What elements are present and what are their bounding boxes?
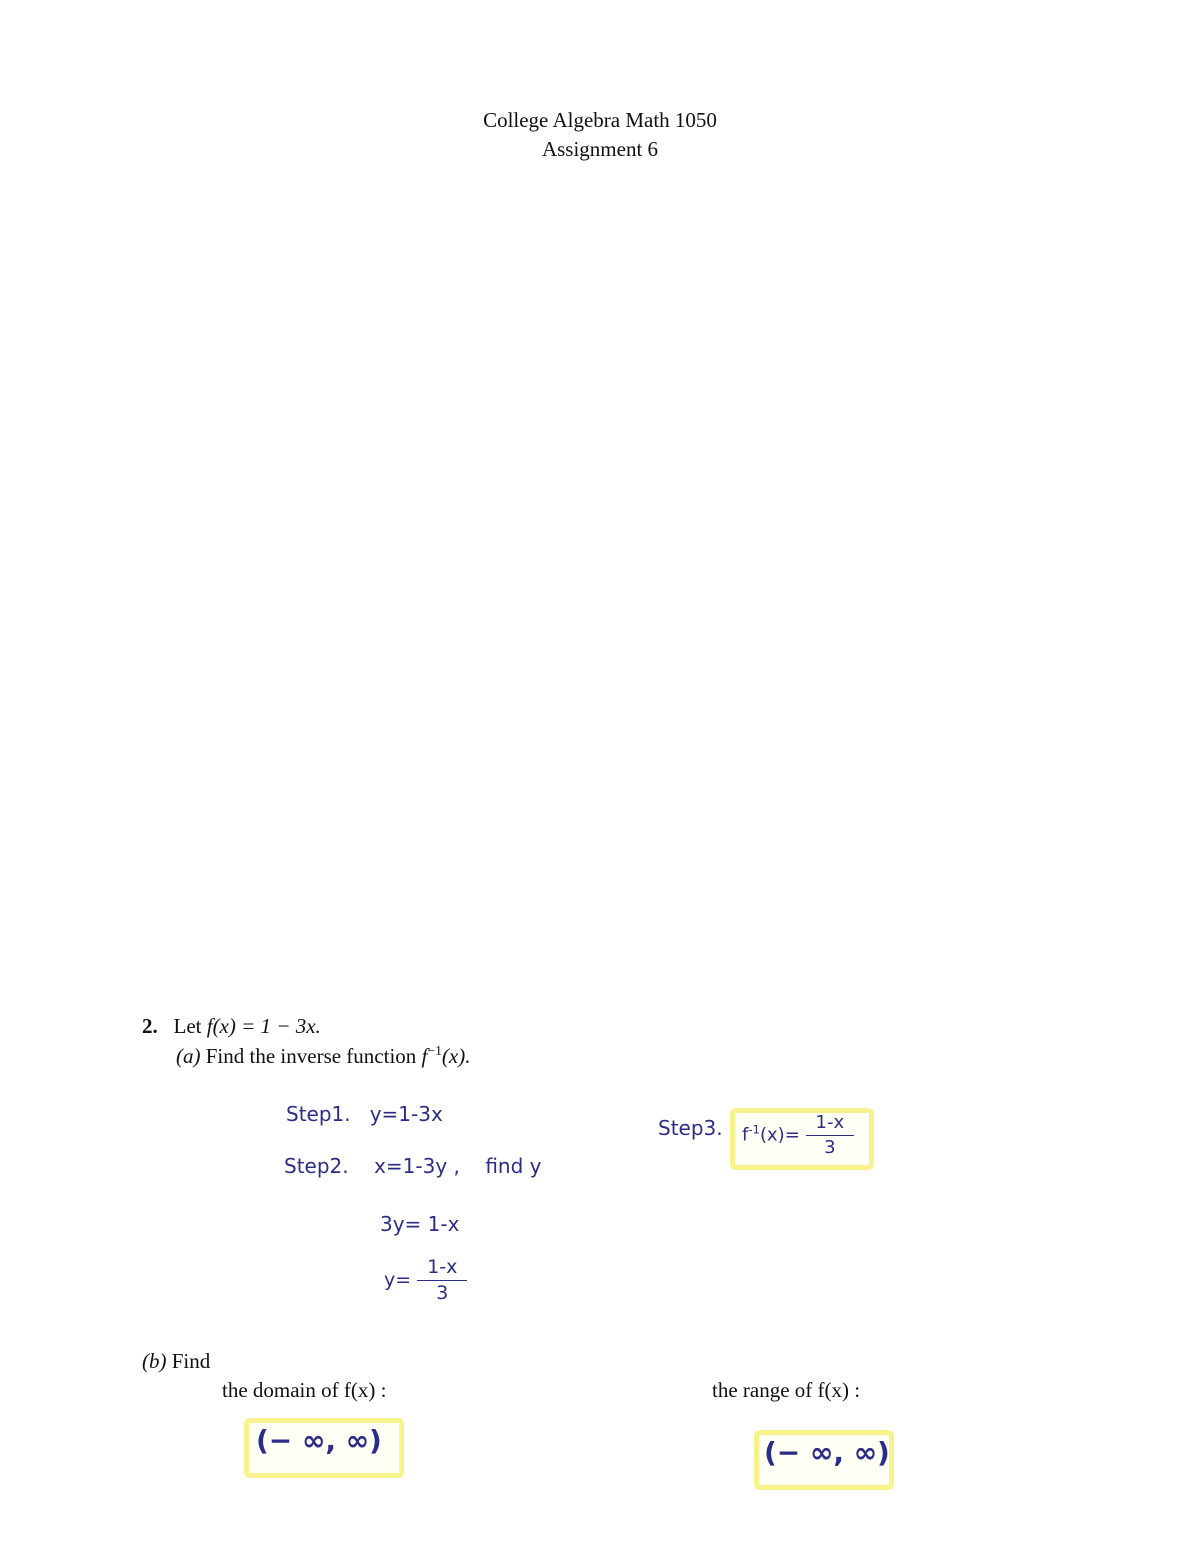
inverse-answer (742, 1114, 854, 1157)
y-lhs: y= (384, 1269, 412, 1291)
inverse-argument: (x). (441, 1044, 471, 1068)
step2 (284, 1154, 541, 1178)
part-a-text: Find the inverse function (205, 1044, 417, 1068)
inverse-notation: f (421, 1044, 428, 1068)
statement-prefix: Let (173, 1014, 202, 1038)
step2-equation: x=1-3y , (374, 1154, 460, 1178)
step2-label: Step2. (284, 1154, 349, 1178)
y-denominator: 3 (436, 1282, 449, 1304)
y-solution (384, 1258, 467, 1303)
range-label: the range of f(x) : (712, 1378, 861, 1402)
part-b (142, 1349, 210, 1374)
domain-answer: (− ∞, ∞) (256, 1424, 382, 1457)
y-fraction (417, 1258, 467, 1303)
course-title: College Algebra Math 1050 (483, 108, 717, 132)
problem-number: 2. (142, 1014, 158, 1038)
part-a (176, 1043, 470, 1069)
f-inverse-lhs: f (742, 1124, 749, 1146)
equation-3y: 3y= 1-x (380, 1212, 460, 1236)
step2-note: find y (485, 1154, 542, 1178)
f-inverse-denominator: 3 (824, 1137, 836, 1158)
f-inverse-fraction (806, 1114, 855, 1157)
f-inverse-numerator: 1-x (806, 1114, 855, 1136)
assignment-title: Assignment 6 (541, 137, 659, 161)
step3-label: Step3. (658, 1116, 723, 1140)
function-definition: f(x) = 1 − 3x. (206, 1014, 321, 1038)
range-answer: (− ∞, ∞) (764, 1436, 890, 1469)
f-inverse-argument: (x)= (760, 1124, 800, 1146)
step1-label: Step1. (286, 1102, 351, 1126)
part-a-label: (a) (176, 1044, 201, 1068)
step1-equation: y=1-3x (369, 1102, 443, 1126)
part-b-label: (b) (142, 1349, 167, 1373)
part-b-text: Find (171, 1349, 211, 1373)
y-numerator: 1-x (417, 1258, 467, 1281)
inverse-exponent: −1 (427, 1043, 442, 1058)
step1 (286, 1102, 443, 1126)
problem-statement (142, 1014, 321, 1039)
f-inverse-exponent: -1 (748, 1122, 760, 1137)
domain-label: the domain of f(x) : (222, 1378, 387, 1402)
